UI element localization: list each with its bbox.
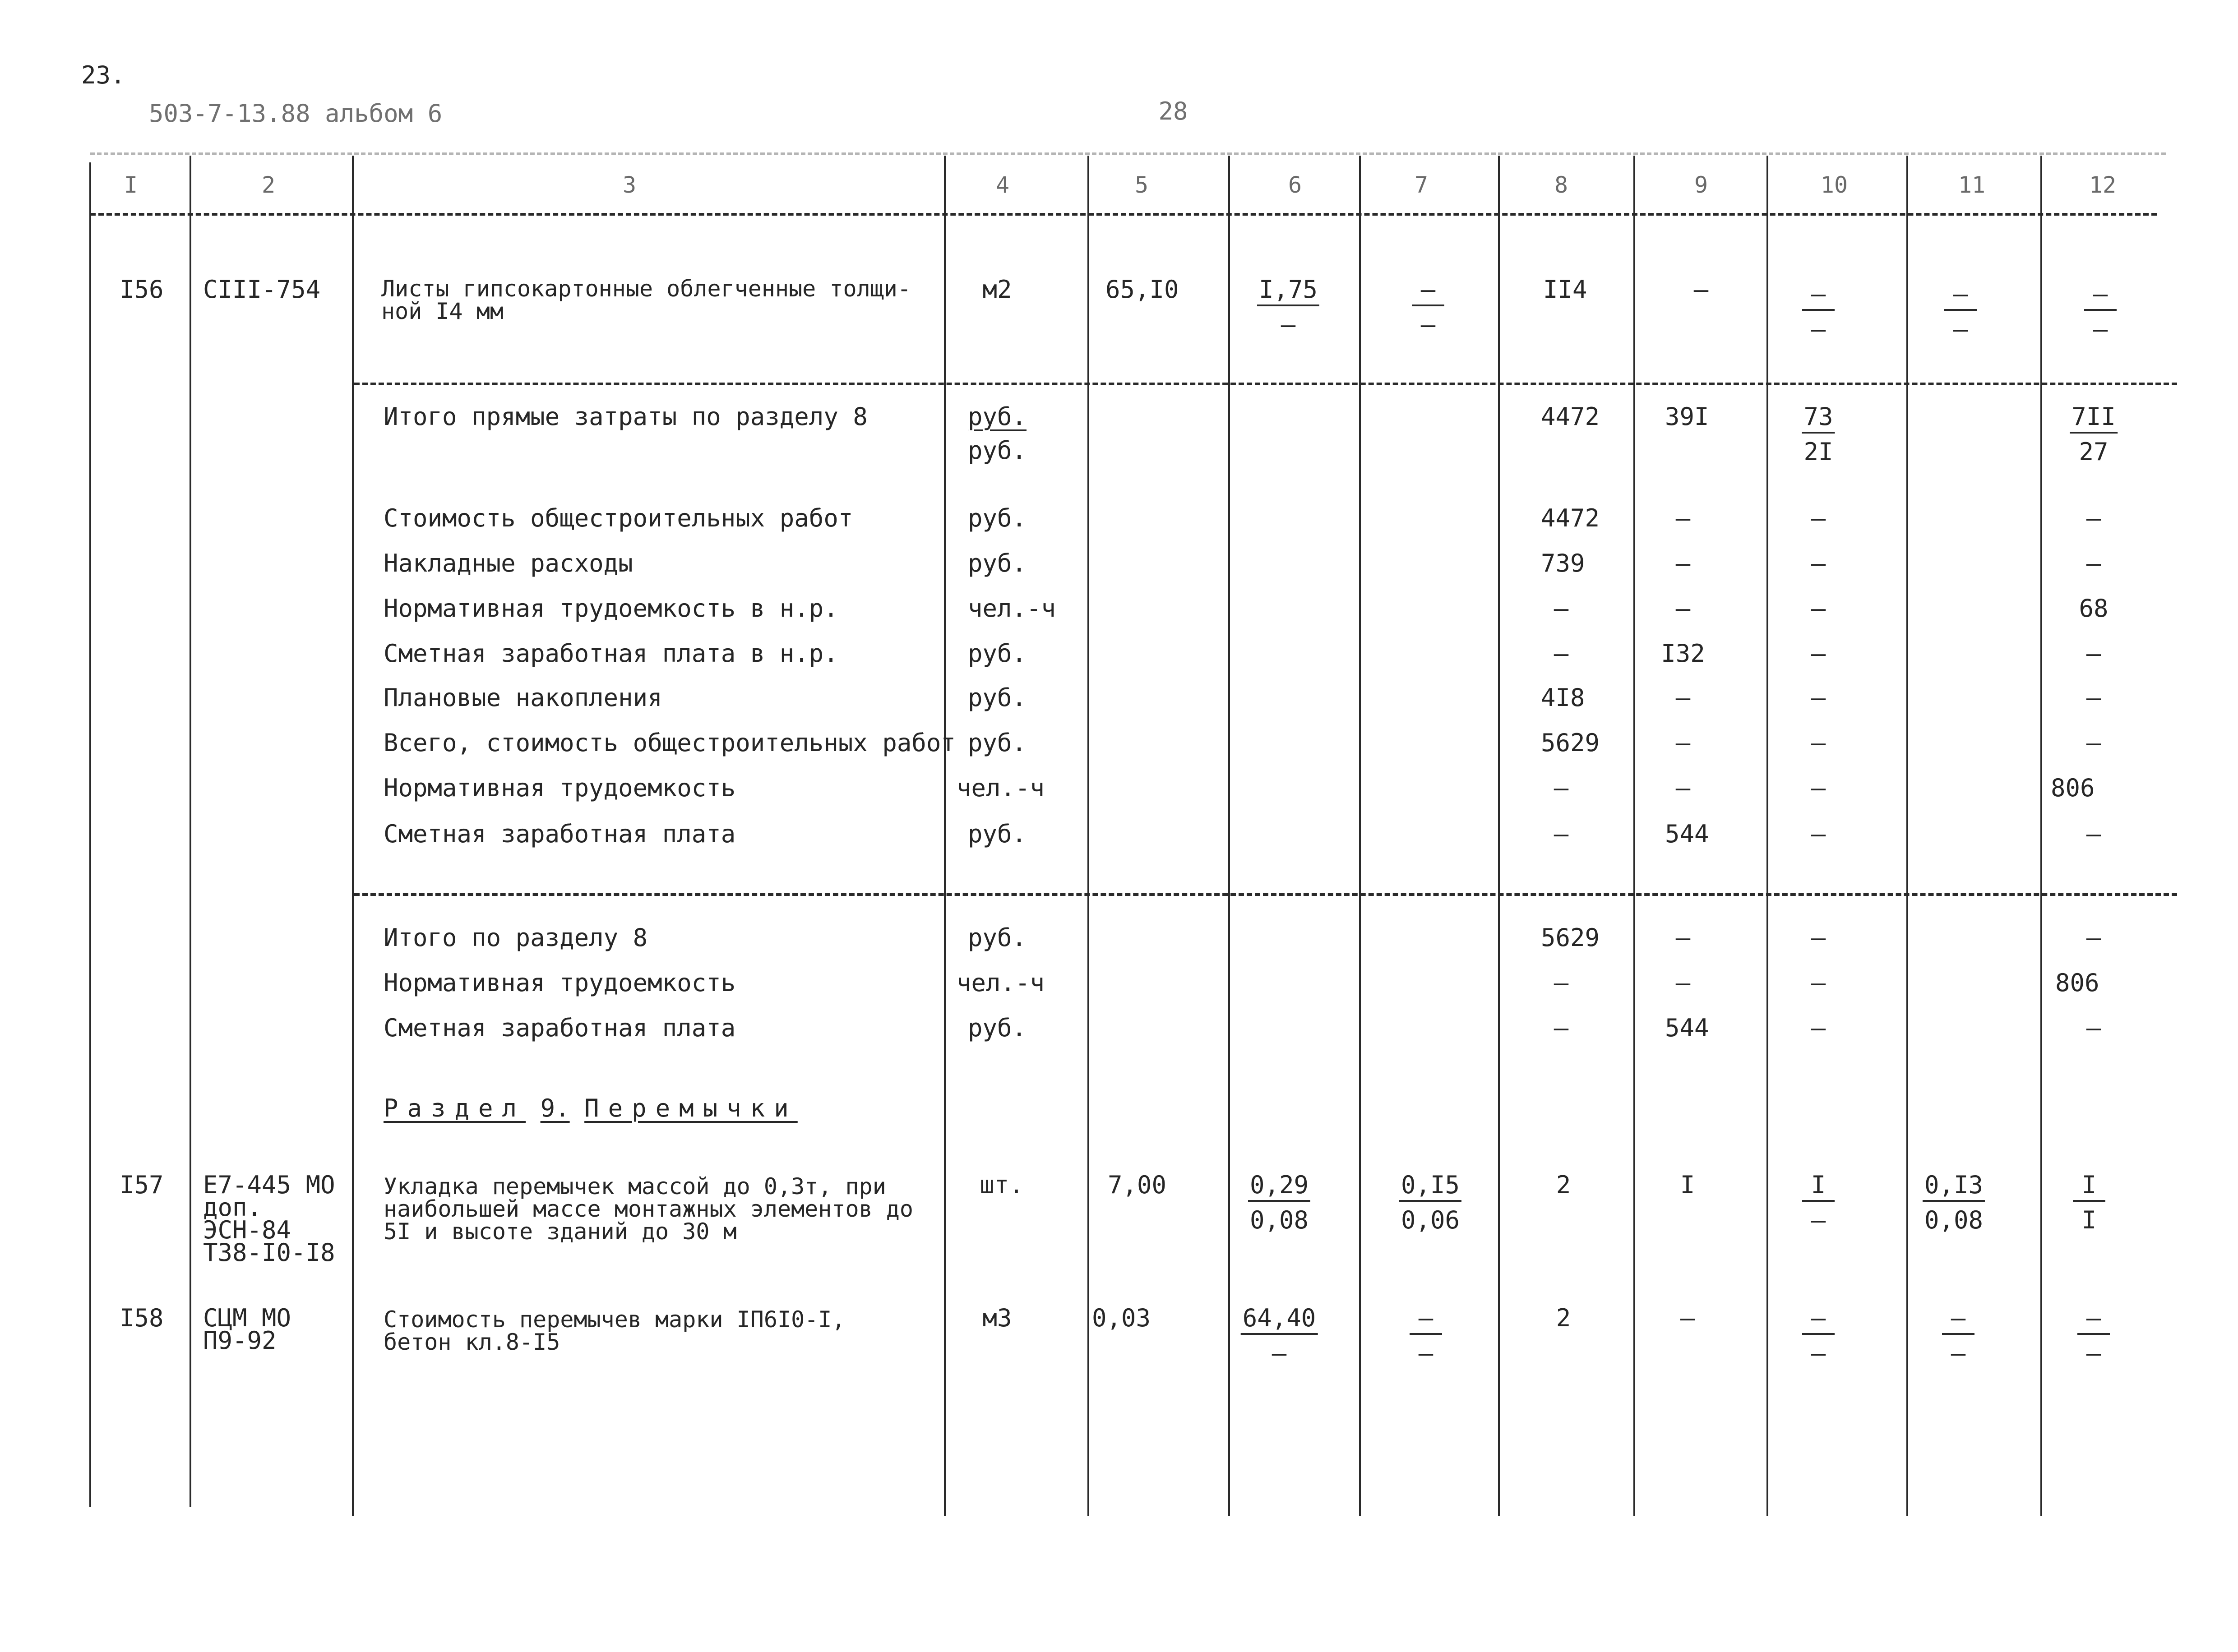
col-line xyxy=(89,162,91,1507)
col-header: 7 xyxy=(1414,172,1429,198)
summary-label: Плановые накопления xyxy=(384,683,662,712)
cell-value: 4472 xyxy=(1541,504,1600,532)
fraction-denominator: – xyxy=(1281,310,1296,339)
cell-value: 5629 xyxy=(1541,729,1600,757)
cell-value: – xyxy=(1675,729,1691,757)
cell-value: – xyxy=(1811,639,1826,668)
fraction-cell xyxy=(2084,282,2117,341)
summary-unit: руб. xyxy=(968,436,1027,465)
col-header: I xyxy=(124,172,138,198)
col-header: 10 xyxy=(1820,172,1848,198)
col-header: 8 xyxy=(1554,172,1568,198)
col-header: 3 xyxy=(622,172,637,198)
fraction-denominator: I xyxy=(2081,1206,2097,1234)
fraction-numerator: 73 xyxy=(1802,405,1835,434)
item-description: бетон кл.8-I5 xyxy=(384,1329,560,1355)
col-header: 5 xyxy=(1134,172,1149,198)
fraction-numerator: 64,40 xyxy=(1241,1306,1318,1335)
cell-value: – xyxy=(2086,820,2101,848)
summary-label: Нормативная трудоемкость в н.р. xyxy=(384,594,838,623)
fraction-denominator: – xyxy=(1272,1339,1287,1367)
cell-value: 544 xyxy=(1665,820,1709,848)
cell-value: 4I8 xyxy=(1541,683,1585,712)
cell-value: – xyxy=(1811,774,1826,802)
item-quantity: 7,00 xyxy=(1108,1171,1167,1199)
col-line xyxy=(190,156,191,1507)
col-line xyxy=(1498,156,1500,1516)
col-header: 6 xyxy=(1288,172,1302,198)
cell-value: 4472 xyxy=(1541,402,1600,431)
cell-value: – xyxy=(1554,1014,1569,1042)
fraction-numerator: 0,29 xyxy=(1248,1173,1310,1202)
fraction-cell xyxy=(2077,1306,2110,1366)
item-code: Т38-I0-I8 xyxy=(203,1238,335,1267)
cell-value: – xyxy=(1675,549,1691,577)
fraction-cell xyxy=(1802,1306,1835,1366)
table-top-border xyxy=(90,152,2166,155)
fraction-numerator: – xyxy=(2084,282,2117,311)
cell-value: – xyxy=(1675,969,1691,997)
cell-value: – xyxy=(2086,504,2101,532)
item-number: I58 xyxy=(120,1304,164,1332)
fraction-numerator: 0,I5 xyxy=(1399,1173,1461,1202)
summary-unit: руб. xyxy=(968,683,1027,712)
fraction-numerator: I xyxy=(1802,1173,1835,1202)
summary-unit: руб. xyxy=(968,820,1027,848)
fraction-numerator: – xyxy=(1410,1306,1442,1335)
cell-value: 806 xyxy=(2055,969,2099,997)
cell-value: – xyxy=(1811,969,1826,997)
item-code: СIII-754 xyxy=(203,275,321,304)
fraction-cell xyxy=(2073,1173,2105,1232)
item-number: I56 xyxy=(120,275,164,304)
cell-value: – xyxy=(1811,549,1826,577)
section-separator xyxy=(354,893,2177,896)
summary-unit: руб. xyxy=(968,549,1027,577)
cell-value: 2 xyxy=(1556,1304,1571,1332)
item-description: Стоимость перемычев марки IП6I0-I, xyxy=(384,1306,846,1333)
header-separator xyxy=(90,213,2157,216)
cell-value: – xyxy=(1554,774,1569,802)
item-description: Листы гипсокартонные облегченные толщи- xyxy=(381,276,911,302)
summary-label: Сметная заработная плата в н.р. xyxy=(384,639,838,668)
cell-value: – xyxy=(2086,639,2101,668)
col-header: 9 xyxy=(1694,172,1708,198)
summary-label: Всего, стоимость общестроительных работ xyxy=(384,729,956,757)
summary-unit: чел.-ч xyxy=(957,774,1045,802)
col-line xyxy=(1766,156,1768,1516)
col-line xyxy=(2040,156,2042,1516)
item-quantity: 65,I0 xyxy=(1105,275,1179,304)
fraction-numerator: – xyxy=(1802,282,1835,311)
item-code: Е7-445 МО xyxy=(203,1171,335,1199)
section-number: 9. xyxy=(540,1094,570,1122)
cell-value: – xyxy=(1811,594,1826,623)
cell-value: – xyxy=(1554,594,1569,623)
summary-unit: чел.-ч xyxy=(957,969,1045,997)
cell-value: – xyxy=(2086,923,2101,952)
item-code: СЦМ МО xyxy=(203,1304,291,1332)
col-line xyxy=(944,156,946,1516)
item-code: доп. xyxy=(203,1193,262,1222)
item-description: ной I4 мм xyxy=(381,298,504,324)
item-number: I57 xyxy=(120,1171,164,1199)
fraction-numerator: – xyxy=(1942,1306,1974,1335)
cell-value: – xyxy=(1811,729,1826,757)
col-line xyxy=(1228,156,1230,1516)
cell-value: – xyxy=(1811,820,1826,848)
fraction-numerator: I,75 xyxy=(1257,277,1319,306)
fraction-denominator: 2I xyxy=(1803,438,1833,466)
col-line xyxy=(1906,156,1908,1516)
summary-unit: руб. xyxy=(968,504,1027,532)
fraction-cell xyxy=(2070,402,2118,466)
fraction-denominator: – xyxy=(2093,315,2108,343)
fraction-denominator: – xyxy=(1811,1206,1826,1234)
summary-label: Нормативная трудоемкость xyxy=(384,774,736,802)
section-heading xyxy=(384,1096,798,1121)
item-unit: шт. xyxy=(980,1171,1024,1199)
summary-label: Накладные расходы xyxy=(384,549,633,577)
fraction-numerator: 7II xyxy=(2070,405,2118,434)
col-line xyxy=(1633,156,1635,1516)
fraction-denominator: 0,08 xyxy=(1924,1206,1984,1234)
summary-unit: руб. xyxy=(968,729,1027,757)
fraction-numerator: 0,I3 xyxy=(1923,1173,1985,1202)
fraction-numerator: – xyxy=(1412,277,1444,306)
fraction-cell xyxy=(1923,1173,1985,1232)
fraction-denominator: – xyxy=(1418,1339,1433,1367)
summary-unit: руб. xyxy=(968,402,1027,431)
fraction-cell xyxy=(1802,282,1835,341)
item-unit: м3 xyxy=(982,1304,1012,1332)
cell-value: – xyxy=(2086,683,2101,712)
summary-unit: руб. xyxy=(968,639,1027,668)
fraction-denominator: 0,08 xyxy=(1249,1206,1309,1234)
fraction-denominator: 0,06 xyxy=(1401,1206,1460,1234)
cell-value: – xyxy=(1554,639,1569,668)
cell-value: 2 xyxy=(1556,1171,1571,1199)
fraction-cell xyxy=(1802,402,1835,466)
summary-label: Итого по разделу 8 xyxy=(384,923,648,952)
document-code: 503-7-13.88 альбом 6 xyxy=(149,99,443,128)
summary-label: Нормативная трудоемкость xyxy=(384,969,736,997)
fraction-denominator: 27 xyxy=(2079,438,2109,466)
cell-value: – xyxy=(1693,275,1709,304)
fraction-cell xyxy=(1399,1173,1461,1232)
section-title: Перемычки xyxy=(584,1094,798,1122)
cell-value: 68 xyxy=(2079,594,2109,623)
sheet-number: 23. xyxy=(81,61,125,89)
cell-value: – xyxy=(1554,820,1569,848)
cell-value: – xyxy=(1811,1014,1826,1042)
cell-value: – xyxy=(1680,1304,1695,1332)
page-number: 28 xyxy=(1158,97,1188,125)
summary-unit: чел.-ч xyxy=(968,594,1056,623)
cell-value: – xyxy=(1554,969,1569,997)
col-header: 2 xyxy=(261,172,276,198)
cell-value: 5629 xyxy=(1541,923,1600,952)
col-header: 4 xyxy=(995,172,1010,198)
fraction-denominator: – xyxy=(1951,1339,1966,1367)
cell-value: – xyxy=(1675,683,1691,712)
summary-label: Сметная заработная плата xyxy=(384,1014,736,1042)
cell-value: 39I xyxy=(1665,402,1709,431)
cell-value: – xyxy=(1675,594,1691,623)
cell-value: II4 xyxy=(1543,275,1587,304)
col-line xyxy=(352,156,354,1516)
fraction-cell xyxy=(1241,1306,1318,1366)
fraction-numerator: – xyxy=(2077,1306,2110,1335)
cell-value: – xyxy=(1811,923,1826,952)
fraction-denominator: – xyxy=(1953,315,1968,343)
col-line xyxy=(1087,156,1089,1516)
col-header: 11 xyxy=(1958,172,1986,198)
summary-unit: руб. xyxy=(968,923,1027,952)
item-code: П9-92 xyxy=(203,1326,277,1355)
fraction-denominator: – xyxy=(1420,310,1436,339)
cell-value: – xyxy=(2086,549,2101,577)
item-quantity: 0,03 xyxy=(1092,1304,1151,1332)
fraction-numerator: – xyxy=(1944,282,1977,311)
cell-value: – xyxy=(1675,923,1691,952)
cell-value: – xyxy=(1811,683,1826,712)
section-separator xyxy=(354,383,2177,385)
cell-value: – xyxy=(1675,504,1691,532)
item-unit: м2 xyxy=(982,275,1012,304)
fraction-numerator: – xyxy=(1802,1306,1835,1335)
item-description: наибольшей массе монтажных элементов до xyxy=(384,1196,913,1222)
fraction-cell xyxy=(1942,1306,1974,1366)
cell-value: – xyxy=(2086,1014,2101,1042)
section-prefix: Раздел xyxy=(384,1094,526,1122)
fraction-cell xyxy=(1410,1306,1442,1366)
item-description: Укладка перемычек массой до 0,3т, при xyxy=(384,1173,886,1200)
summary-unit: руб. xyxy=(968,1014,1027,1042)
fraction-cell xyxy=(1802,1173,1835,1232)
cell-value: – xyxy=(1811,504,1826,532)
col-header: 12 xyxy=(2089,172,2117,198)
item-code: ЭСН-84 xyxy=(203,1216,291,1244)
fraction-denominator: – xyxy=(2086,1339,2101,1367)
cell-value: 806 xyxy=(2051,774,2095,802)
fraction-cell xyxy=(1412,277,1444,337)
cell-value: I xyxy=(1680,1171,1695,1199)
fraction-cell xyxy=(1257,277,1319,337)
cell-value: I32 xyxy=(1661,639,1705,668)
item-description: 5I и высоте зданий до 30 м xyxy=(384,1218,737,1245)
fraction-numerator: I xyxy=(2073,1173,2105,1202)
summary-label: Стоимость общестроительных работ xyxy=(384,504,853,532)
cell-value: – xyxy=(2086,729,2101,757)
cell-value: 544 xyxy=(1665,1014,1709,1042)
cell-value: – xyxy=(1675,774,1691,802)
fraction-denominator: – xyxy=(1811,315,1826,343)
col-line xyxy=(1359,156,1361,1516)
fraction-cell xyxy=(1248,1173,1310,1232)
summary-label: Итого прямые затраты по разделу 8 xyxy=(384,402,868,431)
fraction-denominator: – xyxy=(1811,1339,1826,1367)
fraction-cell xyxy=(1944,282,1977,341)
cell-value: 739 xyxy=(1541,549,1585,577)
summary-label: Сметная заработная плата xyxy=(384,820,736,848)
